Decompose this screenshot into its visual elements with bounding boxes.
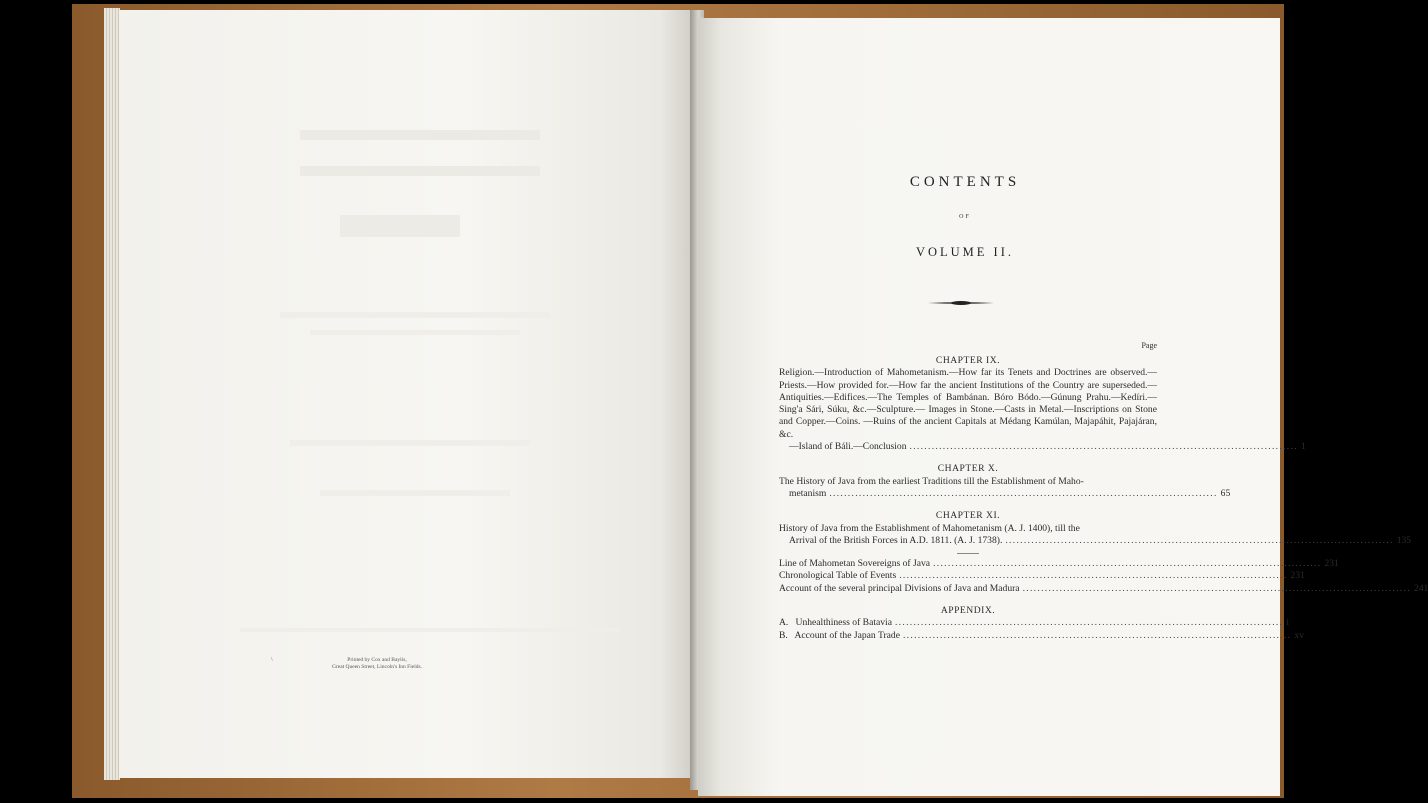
toc-entry — [779, 487, 1231, 500]
printer-line: Great Queen Street, Lincoln's Inn Fields. — [331, 664, 423, 670]
chapter-summary — [779, 523, 1157, 535]
dot-leader: ......................................................................................................... — [1022, 582, 1411, 594]
toc-page-number: 231 — [1290, 570, 1305, 582]
printer-mark: \ — [271, 657, 273, 663]
dot-leader: ......................................................................................................... — [894, 617, 1284, 629]
toc-entry-label: —Island of Báli.—Conclusion — [789, 441, 907, 453]
show-through-mark — [300, 130, 540, 176]
toc-entry-label: Line of Mahometan Sovereigns of Java — [779, 558, 931, 570]
toc-entry — [779, 558, 1339, 570]
show-through-mark — [280, 312, 550, 318]
toc-page-number: 1 — [1300, 441, 1306, 453]
toc-page-number: 65 — [1220, 487, 1231, 499]
show-through-mark — [340, 215, 460, 237]
toc-entry — [779, 534, 1412, 547]
toc-page-number: i — [1286, 617, 1289, 629]
toc-entry-label: Chronological Table of Events — [779, 570, 897, 582]
contents-of: OF — [959, 214, 971, 220]
show-through-mark — [320, 490, 510, 496]
toc-page-number: 241 — [1413, 582, 1428, 594]
chapter-summary — [779, 367, 1157, 441]
ornament-rule — [928, 299, 994, 307]
dot-leader: ......................................................................................................... — [902, 629, 1292, 641]
contents-title: CONTENTS — [909, 174, 1021, 190]
toc-entry — [779, 570, 1305, 582]
show-through-mark — [240, 628, 620, 632]
page-edges — [104, 8, 120, 780]
chapter-heading: CHAPTER X. — [937, 463, 999, 475]
chapter-heading: CHAPTER XI. — [935, 510, 1001, 522]
chapter-summary — [779, 476, 1157, 488]
toc-entry-label: Account of the several principal Divisions of Java and Madura — [779, 582, 1020, 594]
dot-leader: ......................................................................................................... — [1005, 534, 1394, 546]
chapter-summary-text: The History of Java from the earliest Traditions till the Establishment of Maho- — [779, 475, 1084, 487]
page-column-label: Page — [1141, 341, 1157, 350]
toc-entry-label: A. Unhealthiness of Batavia — [779, 617, 892, 629]
dot-leader: ......................................................................................................... — [909, 441, 1298, 453]
divider-rule — [957, 553, 979, 554]
show-through-mark — [310, 330, 520, 335]
chapter-summary-text: Religion.—Introduction of Mahometanism.—How far its Tenets and Doctrines are observed.—Priests.—How provided for.—How far the ancient Institutions of the Country are superseded.—Antiquities.—Edifices.—The Temples of Bambánan. Bóro Bódo.—Gúnung Prahu.—Kedíri.—Sing'a Sári, Súku, &c.—Sculpture.— Images in Stone.—Casts in Metal.—Inscriptions on Stone and Copper.—Coins. —Ruins of the ancient Capitals at Médang Kamúlan, Majapáhit, Pajajáran, &c. — [779, 367, 1157, 440]
show-through-mark — [290, 440, 530, 446]
toc-page-number: 231 — [1324, 558, 1339, 570]
dot-leader: ......................................................................................................... — [933, 558, 1322, 570]
appendix-heading: APPENDIX. — [940, 605, 996, 617]
toc-entry — [779, 582, 1428, 595]
toc-entry — [779, 629, 1304, 642]
table-of-contents — [779, 340, 1428, 642]
dot-leader: ......................................................................................................... — [829, 487, 1218, 499]
printer-line: Printed by Cox and Baylis, — [347, 657, 407, 663]
toc-entry — [779, 617, 1289, 629]
toc-entry-label: Arrival of the British Forces in A.D. 1811. (A. J. 1738). — [789, 534, 1003, 546]
chapter-summary-text: History of Java from the Establishment of Mahometanism (A. J. 1400), till the — [779, 522, 1080, 534]
toc-page-number: xv — [1294, 629, 1304, 641]
volume-heading: VOLUME II. — [915, 245, 1015, 259]
chapter-heading: CHAPTER IX. — [935, 355, 1001, 366]
toc-entry-label: metanism — [789, 487, 827, 499]
toc-entry — [779, 441, 1306, 453]
toc-page-number: 135 — [1396, 534, 1412, 546]
dot-leader: ......................................................................................................... — [899, 570, 1288, 582]
printer-imprint — [287, 657, 467, 671]
toc-entry-label: B. Account of the Japan Trade — [779, 629, 900, 641]
